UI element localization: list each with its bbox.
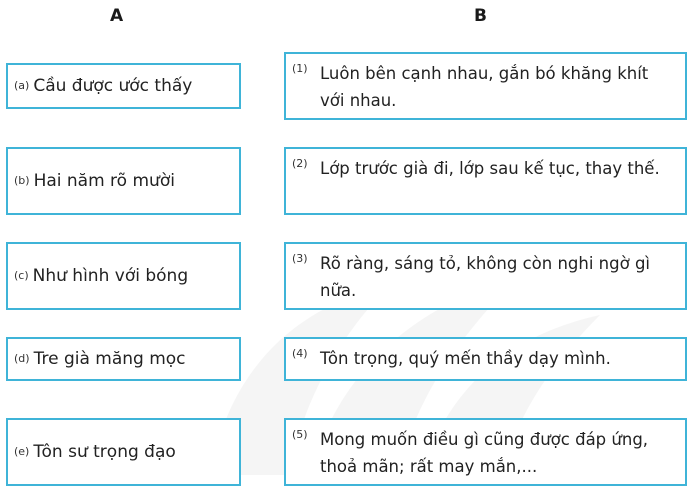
item-b-text: Hai năm rõ mười (33, 171, 175, 191)
item-d-text: Tre già măng mọc (33, 349, 186, 369)
item-c-box[interactable] (6, 242, 241, 310)
item-e-text: Tôn sư trọng đạo (33, 442, 176, 462)
item-c-label: (c) (14, 268, 29, 282)
meaning-2-box[interactable] (284, 147, 687, 215)
meaning-2-label: (2) (292, 157, 308, 170)
meaning-5-label: (5) (292, 428, 308, 441)
item-a-box[interactable] (6, 63, 241, 109)
item-d-box[interactable] (6, 337, 241, 381)
meaning-2-text: Lớp trước già đi, lớp sau kế tục, thay thế. (320, 159, 660, 178)
column-a-header: A (110, 6, 124, 26)
item-d-label: (d) (14, 351, 30, 365)
meaning-4-label: (4) (292, 347, 308, 360)
item-c-text: Như hình với bóng (32, 266, 189, 286)
meaning-3-text: Rõ ràng, sáng tỏ, không còn nghi ngờ gì nữa. (320, 254, 651, 300)
column-b-header: B (474, 6, 487, 26)
meaning-4-text: Tôn trọng, quý mến thầy dạy mình. (320, 349, 611, 368)
meaning-5-box[interactable] (284, 418, 687, 486)
meaning-1-box[interactable] (284, 52, 687, 120)
item-b-label: (b) (14, 173, 30, 187)
meaning-3-box[interactable] (284, 242, 687, 310)
item-b-box[interactable] (6, 147, 241, 215)
meaning-1-text: Luôn bên cạnh nhau, gắn bó khăng khít với nhau. (320, 64, 649, 110)
item-a-text: Cầu được ước thấy (33, 76, 193, 96)
meaning-4-box[interactable] (284, 337, 687, 381)
item-e-box[interactable] (6, 418, 241, 486)
item-a-label: (a) (14, 78, 30, 92)
meaning-3-label: (3) (292, 252, 308, 265)
meaning-1-label: (1) (292, 62, 308, 75)
meaning-5-text: Mong muốn điều gì cũng được đáp ứng, thoả mãn; rất may mắn,... (320, 430, 649, 476)
item-e-label: (e) (14, 444, 30, 458)
